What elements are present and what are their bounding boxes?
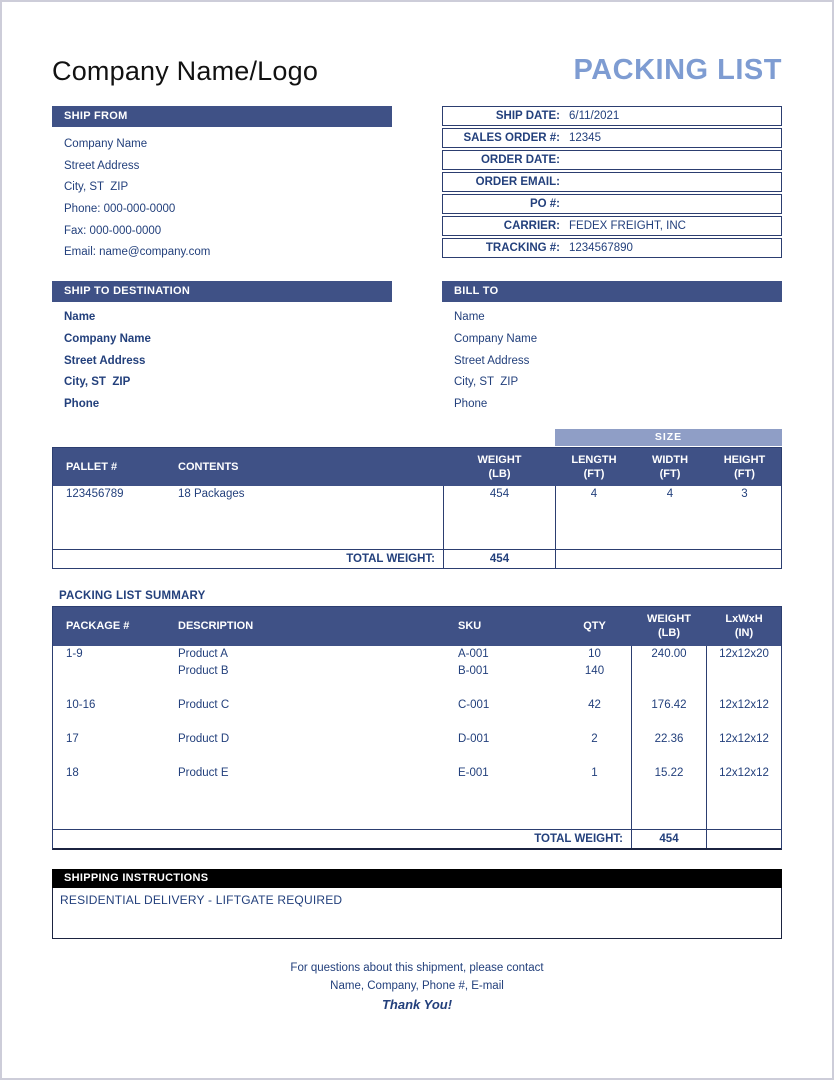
order-info-row (442, 150, 782, 170)
dims-cell: 12x12x20 (719, 647, 769, 660)
summary-row-spacer (53, 748, 781, 765)
ship-from-address (52, 134, 392, 264)
ship-from-line: Company Name (64, 138, 148, 150)
package-cell: 17 (66, 732, 79, 745)
order-info-row (442, 238, 782, 258)
ship-to-line: Company Name (64, 332, 151, 345)
bill-to-line: City, ST ZIP (454, 376, 519, 389)
sku-cell: C-001 (458, 698, 490, 711)
package-cell: 1-9 (66, 647, 83, 660)
order-info-row (442, 106, 782, 126)
ship-to-line: Street Address (64, 354, 146, 367)
summary-total-weight: 454 (631, 830, 707, 848)
summary-row (53, 646, 781, 663)
summary-table-body (53, 646, 781, 829)
footer (52, 959, 782, 1014)
pallet-total-label: TOTAL WEIGHT: (346, 552, 435, 565)
shipping-instructions-header: SHIPPING INSTRUCTIONS (52, 869, 782, 888)
pallet-table-filler (53, 503, 781, 549)
order-info-row (442, 128, 782, 148)
company-logo-text: Company Name/Logo (52, 56, 319, 86)
summary-row (53, 765, 781, 782)
summary-title: PACKING LIST SUMMARY (59, 589, 206, 602)
bill-to-address (442, 307, 782, 415)
ship-from-line: Fax: 000-000-0000 (64, 224, 162, 237)
dims-cell: 12x12x12 (719, 766, 769, 779)
tracking-number-value: 1234567890 (569, 242, 633, 254)
shipping-instructions-section (52, 869, 782, 939)
qty-cell: 10 (588, 647, 601, 660)
summary-total-label: TOTAL WEIGHT: (534, 832, 623, 845)
ship-from-order-info-section (52, 106, 782, 264)
bill-to-line: Company Name (454, 332, 538, 345)
description-col-header: DESCRIPTION (178, 620, 254, 633)
order-info-label: CARRIER: (503, 220, 560, 232)
order-info-label: TRACKING #: (485, 242, 560, 254)
ship-date-value: 6/11/2021 (569, 110, 620, 122)
ship-to-header: SHIP TO DESTINATION (52, 281, 392, 302)
length-col-header: LENGTH (FT) (571, 453, 617, 480)
weight-cell: 240.00 (631, 646, 707, 663)
pallet-total-weight: 454 (443, 550, 556, 568)
ship-from-block (52, 106, 392, 264)
sku-cell: D-001 (458, 732, 490, 745)
weight-cell: 22.36 (631, 731, 707, 748)
order-info-label: ORDER EMAIL: (475, 176, 560, 188)
shipping-instructions-text: RESIDENTIAL DELIVERY - LIFTGATE REQUIRED (52, 888, 782, 939)
ship-from-line: Email: name@company.com (64, 246, 211, 259)
pallet-length-cell: 4 (590, 487, 598, 500)
document-title: PACKING LIST (573, 54, 782, 86)
pallet-width-cell: 4 (666, 487, 674, 500)
ship-to-bill-to-section (52, 281, 782, 415)
ship-from-line: Phone: 000-000-0000 (64, 203, 176, 216)
sku-cell: A-001 (458, 647, 489, 660)
ship-to-line: Phone (64, 397, 100, 410)
size-group-band-row (52, 429, 782, 447)
summary-table-filler (53, 782, 781, 829)
pallet-table-header (53, 448, 781, 486)
ship-to-block (52, 281, 392, 415)
contents-cell: 18 Packages (178, 487, 245, 500)
package-cell: 18 (66, 766, 79, 779)
qty-col-header: QTY (583, 620, 606, 633)
description-cell: Product A (178, 647, 228, 660)
order-info-row (442, 216, 782, 236)
package-col-header: PACKAGE # (66, 620, 130, 633)
size-group-header: SIZE (555, 429, 782, 446)
pallet-weight-cell: 454 (443, 486, 556, 503)
order-info-label: SALES ORDER #: (463, 132, 560, 144)
carrier-value: FEDEX FREIGHT, INC (569, 220, 686, 232)
sku-cell: E-001 (458, 766, 489, 779)
order-info-row (442, 172, 782, 192)
width-col-header: WIDTH (FT) (651, 453, 689, 480)
weight-cell (631, 663, 707, 680)
footer-contact-line: For questions about this shipment, please contact (290, 961, 544, 974)
sku-cell: B-001 (458, 664, 489, 677)
summary-row (53, 731, 781, 748)
top-header (52, 54, 782, 87)
package-cell: 10-16 (66, 698, 96, 711)
package-cell (53, 663, 168, 680)
weight-cell: 15.22 (631, 765, 707, 782)
pallet-table-body (53, 486, 781, 549)
bill-to-block (442, 281, 782, 415)
dims-cell: 12x12x12 (719, 698, 769, 711)
pallet-height-cell: 3 (741, 487, 748, 500)
qty-cell: 1 (591, 766, 598, 779)
description-cell: Product E (178, 766, 229, 779)
summary-row (53, 697, 781, 714)
pallet-total-row (53, 549, 781, 568)
description-cell: Product B (178, 664, 229, 677)
order-info-row (442, 194, 782, 214)
bill-to-header: BILL TO (442, 281, 782, 302)
qty-cell: 140 (584, 664, 605, 677)
ship-from-line: City, ST ZIP (64, 181, 129, 194)
summary-total-row (53, 829, 781, 848)
ship-from-line: Street Address (64, 159, 140, 172)
pallet-number-cell: 123456789 (66, 487, 124, 500)
summary-weight-col-header: WEIGHT (LB) (647, 613, 691, 640)
ship-to-line: Name (64, 311, 96, 324)
order-info-label: ORDER DATE: (480, 154, 560, 166)
bill-to-line: Name (454, 311, 485, 324)
dims-cell: 12x12x12 (719, 732, 769, 745)
dims-col-header: LxWxH (IN) (725, 613, 763, 640)
order-info-label: SHIP DATE: (495, 110, 560, 122)
summary-table-header (53, 607, 781, 646)
ship-from-header: SHIP FROM (52, 106, 392, 127)
description-cell: Product D (178, 732, 230, 745)
height-col-header: HEIGHT (FT) (723, 453, 766, 480)
description-cell: Product C (178, 698, 230, 711)
weight-col-header: WEIGHT (LB) (477, 453, 522, 480)
pallet-col-header: PALLET # (66, 460, 118, 473)
bill-to-line: Phone (454, 397, 488, 410)
summary-row-spacer (53, 680, 781, 697)
weight-cell: 176.42 (631, 697, 707, 714)
summary-row-spacer (53, 714, 781, 731)
contents-col-header: CONTENTS (178, 460, 239, 473)
qty-cell: 2 (591, 732, 598, 745)
pallet-table-section (52, 429, 782, 569)
sku-col-header: SKU (458, 620, 482, 633)
ship-to-address (52, 307, 392, 415)
ship-to-line: City, ST ZIP (64, 376, 131, 389)
sales-order-value: 12345 (569, 132, 601, 144)
order-info-panel (442, 106, 782, 264)
bill-to-line: Street Address (454, 354, 530, 367)
footer-contact-details: Name, Company, Phone #, E-mail (330, 979, 504, 992)
pallet-table (52, 447, 782, 569)
summary-table (52, 606, 782, 850)
summary-table-section (52, 606, 784, 850)
footer-thank-you: Thank You! (381, 996, 453, 1012)
page (2, 2, 834, 1014)
qty-cell: 42 (588, 698, 601, 711)
summary-row (53, 663, 781, 680)
pallet-row (53, 486, 781, 503)
dims-cell (707, 663, 781, 680)
order-info-label: PO #: (529, 198, 560, 210)
